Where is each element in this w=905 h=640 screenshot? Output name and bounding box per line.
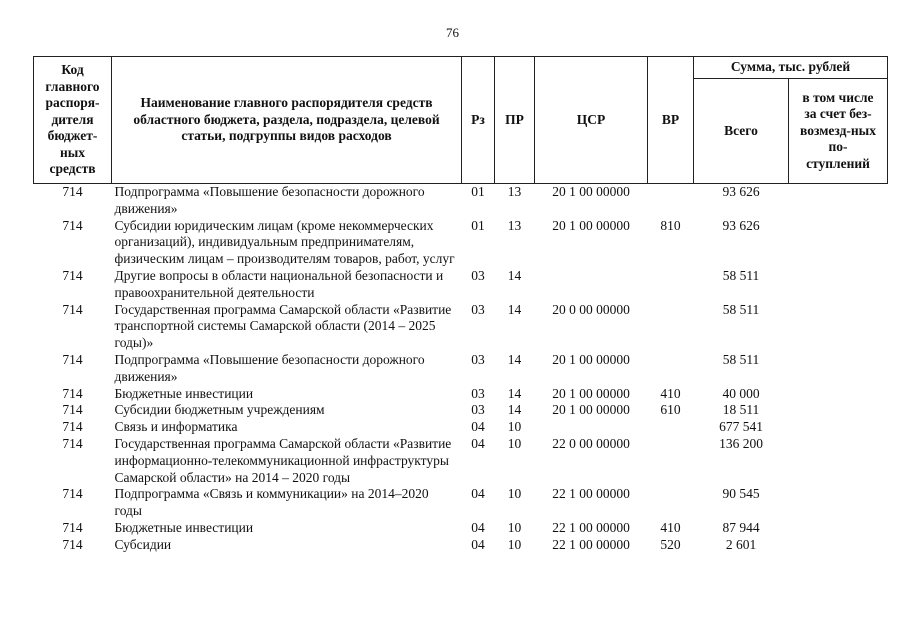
header-total: Всего [694,79,789,184]
row-csr [535,268,648,302]
row-total: 58 511 [722,301,760,317]
row-rz: 04 [471,435,485,451]
header-pr: ПР [495,57,535,184]
row-free [789,302,888,352]
row-total: 677 541 [719,419,763,435]
row-csr: 20 0 00 00000 [552,301,630,317]
header-free [789,79,888,184]
row-code: 714 [62,385,83,401]
table-header [34,57,888,184]
row-name: Бюджетные инвестиции [114,519,254,535]
row-csr [535,419,648,436]
table-row [34,218,888,268]
row-csr: 20 1 00 00000 [552,402,630,418]
row-csr: 20 1 00 00000 [552,351,630,367]
header-rz: Рз [462,57,495,184]
table-row [34,402,888,419]
row-rz: 04 [471,519,485,535]
row-code: 714 [62,301,83,317]
row-pr: 10 [507,486,522,502]
row-vr: 610 [660,402,681,418]
row-total: 90 545 [722,486,760,502]
row-total: 2 601 [725,536,757,552]
row-total: 40 000 [722,385,760,401]
row-rz: 04 [471,536,485,552]
row-rz: 01 [471,217,485,233]
row-vr [648,486,694,520]
row-rz: 03 [471,267,485,283]
row-code: 714 [62,419,83,435]
table-body [34,184,888,554]
row-total: 58 511 [722,351,760,367]
row-csr: 22 1 00 00000 [552,519,630,535]
row-total: 93 626 [722,184,760,199]
row-rz: 03 [471,402,485,418]
header-free-label: в том числе за счет без-возмезд-ных по-ступлений [800,89,876,171]
row-rz: 01 [471,184,485,199]
row-free [789,218,888,268]
row-csr: 20 1 00 00000 [552,184,630,199]
row-csr: 22 0 00 00000 [552,435,630,451]
header-csr: ЦСР [535,57,648,184]
row-pr: 14 [507,301,522,317]
table-row [34,268,888,302]
row-name: Субсидии [114,536,172,552]
row-rz: 04 [471,419,485,435]
table-row [34,520,888,537]
row-name: Государственная программа Самарской области «Развитие информационно-телекоммуникационной инфраструктуры Самарской области» на 2014 – 2020 годы [114,435,452,485]
row-rz: 03 [471,301,485,317]
row-pr: 10 [507,536,522,552]
row-rz: 04 [471,486,485,502]
row-free [789,486,888,520]
row-free [789,419,888,436]
row-vr: 810 [660,217,681,233]
table-row [34,419,888,436]
row-name: Подпрограмма «Повышение безопасности дорожного движения» [114,351,425,384]
row-pr: 10 [507,519,522,535]
table-row [34,486,888,520]
row-code: 714 [62,435,83,451]
row-pr: 13 [507,217,522,233]
row-rz: 03 [471,385,485,401]
row-vr [648,419,694,436]
row-total: 18 511 [722,402,760,418]
row-csr: 22 1 00 00000 [552,486,630,502]
table-row [34,537,888,554]
row-total: 93 626 [722,217,760,233]
row-vr: 410 [660,385,681,401]
table-row [34,352,888,386]
row-pr: 13 [507,184,522,199]
row-free [789,520,888,537]
row-free [789,352,888,386]
row-name: Другие вопросы в области национальной безопасности и правоохранительной деятельности [114,267,444,300]
row-vr [648,268,694,302]
header-vr: ВР [648,57,694,184]
row-code: 714 [62,267,83,283]
row-vr: 410 [660,519,681,535]
row-total: 136 200 [719,435,763,451]
row-pr: 14 [507,402,522,418]
row-name: Подпрограмма «Повышение безопасности дорожного движения» [114,184,425,216]
budget-table [33,56,888,554]
row-vr [648,352,694,386]
row-pr: 10 [507,419,522,435]
row-total: 87 944 [722,519,760,535]
row-name: Государственная программа Самарской области «Развитие транспортной системы Самарской области (2014 – 2025 годы)» [114,301,452,351]
row-name: Субсидии юридическим лицам (кроме некоммерческих организаций), индивидуальным предпринимателям, физическим лицам – производителям товаров, работ, услуг [114,217,455,267]
header-name: Наименование главного распорядителя средств областного бюджета, раздела, подраздела, целевой статьи, подгруппы видов расходов [112,57,462,184]
row-code: 714 [62,402,83,418]
table-row [34,302,888,352]
row-name: Подпрограмма «Связь и коммуникации» на 2014–2020 годы [114,486,429,519]
row-free [789,386,888,403]
row-csr: 22 1 00 00000 [552,536,630,552]
table-row [34,184,888,218]
row-vr [648,436,694,486]
row-code: 714 [62,351,83,367]
page-number: 76 [446,25,459,40]
row-free [789,402,888,419]
row-pr: 10 [507,435,522,451]
row-code: 714 [62,536,83,552]
row-code: 714 [62,519,83,535]
row-free [789,537,888,554]
row-code: 714 [62,184,83,199]
row-code: 714 [62,217,83,233]
row-vr [648,302,694,352]
row-total: 58 511 [722,267,760,283]
table-row [34,386,888,403]
row-rz: 03 [471,351,485,367]
row-free [789,436,888,486]
row-pr: 14 [507,385,522,401]
row-pr: 14 [507,267,522,283]
row-name: Связь и информатика [114,419,238,435]
row-free [789,184,888,218]
row-pr: 14 [507,351,522,367]
row-vr: 520 [660,536,681,552]
row-free [789,268,888,302]
header-code-label: Код главного распоря-дителя бюджет-ных средств [45,61,100,177]
row-name: Бюджетные инвестиции [114,385,254,401]
row-vr [648,184,694,218]
row-code: 714 [62,486,83,502]
header-code [34,57,112,184]
row-name: Субсидии бюджетным учреждениям [114,402,325,418]
row-csr: 20 1 00 00000 [552,217,630,233]
header-sum: Сумма, тыс. рублей [694,57,888,79]
table-row [34,436,888,486]
row-csr: 20 1 00 00000 [552,385,630,401]
